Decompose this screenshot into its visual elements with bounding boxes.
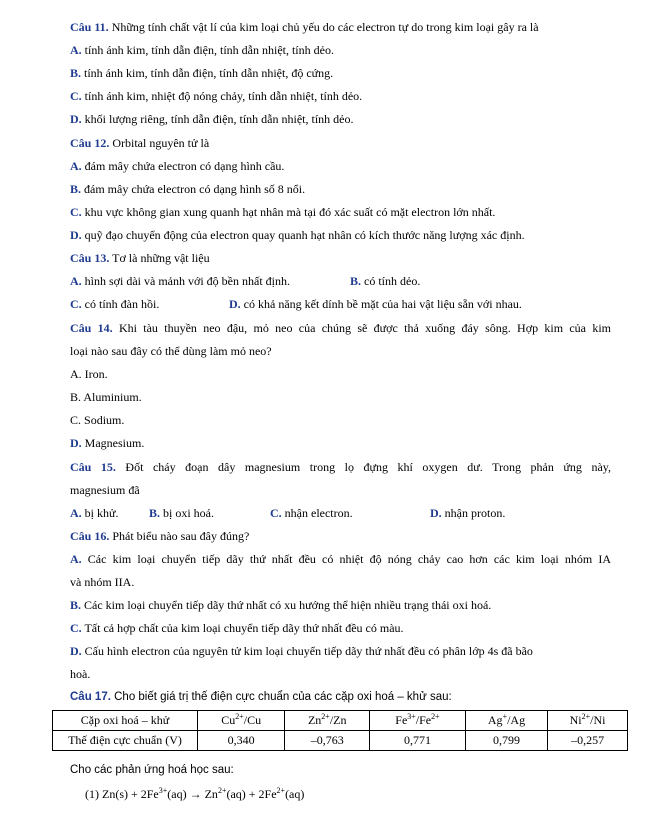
q14-option-b: B. Aluminium.: [70, 390, 142, 404]
q15-option-d: D. nhận proton.: [430, 506, 506, 520]
table-cell-value: 0,340: [198, 731, 285, 751]
q14-stem: Câu 14. Khi tàu thuyền neo đậu, mỏ neo của chúng sẽ được thả xuống đáy sông. Hợp kim của kim: [70, 321, 611, 335]
table-header-couple: Cặp oxi hoá – khử: [53, 711, 198, 731]
q12-option-c: C. khu vực không gian xung quanh hạt nhân mà tại đó xác suất có mặt electron lớn nhất.: [70, 205, 496, 219]
table-header-potential: Thế điện cực chuẩn (V): [53, 731, 198, 751]
q12-option-b: B. đám mây chứa electron có dạng hình số 8 nổi.: [70, 182, 306, 196]
q15-label: Câu 15.: [70, 460, 116, 474]
q12-label: Câu 12.: [70, 136, 110, 150]
q14-stem-cont: loại nào sau đây có thể dùng làm mỏ neo?: [70, 344, 272, 358]
table-cell-value: 0,771: [370, 731, 466, 751]
reactions-intro: Cho các phản ứng hoá học sau:: [70, 764, 234, 776]
q12-option-d: D. quỹ đạo chuyển động của electron quay quanh hạt nhân có kích thước năng lượng xác định.: [70, 228, 525, 242]
q14-option-d: D. Magnesium.: [70, 436, 145, 450]
q13-option-a: A. hình sợi dài và mảnh với độ bền nhất định.: [70, 274, 291, 288]
q16-option-c: C. Tất cả hợp chất của kim loại chuyển tiếp dãy thứ nhất đều có màu.: [70, 621, 404, 635]
table-cell-couple: Ag+/Ag: [465, 711, 547, 731]
q16-option-a: A. Các kim loại chuyển tiếp dãy thứ nhất đều có nhiệt độ nóng chảy cao hơn các kim loại nhóm IA: [70, 552, 611, 566]
q16-option-d-cont: hoà.: [70, 667, 91, 681]
q13-label: Câu 13.: [70, 251, 110, 265]
q15-stem-cont: magnesium đã: [70, 483, 140, 497]
q16-option-b: B. Các kim loại chuyển tiếp dãy thứ nhất có xu hướng thể hiện nhiều trạng thái oxi hoá.: [70, 598, 492, 612]
q16-option-a-cont: và nhóm IIA.: [70, 575, 135, 589]
table-row: [53, 731, 628, 751]
q15-option-b: B. bị oxi hoá.: [149, 506, 215, 520]
q17-stem: Câu 17. Cho biết giá trị thế điện cực chuẩn của các cặp oxi hoá – khử sau:: [70, 691, 452, 703]
table-cell-couple: $Ni^{2+}/Ni$: [548, 711, 628, 731]
q11-option-c: C. tính ánh kim, nhiệt độ nóng chảy, tính dẫn nhiệt, tính dẻo.: [70, 89, 363, 103]
q14-label: Câu 14.: [70, 321, 113, 335]
q15-option-c: C. nhận electron.: [270, 506, 353, 520]
q11-stem: Câu 11. Những tính chất vật lí của kim loại chủ yếu do các electron tự do trong kim loại gây ra là: [70, 20, 539, 34]
q16-option-d: D. Cấu hình electron của nguyên tử kim loại chuyển tiếp dãy thứ nhất đều có phân lớp 4s đã bão: [70, 644, 533, 658]
q13-option-c: C. có tính đàn hồi.: [70, 297, 160, 311]
q12-stem: Câu 12. Orbital nguyên tử là: [70, 136, 210, 150]
q11-option-b: B. tính ánh kim, tính dẫn điện, tính dẫn nhiệt, độ cứng.: [70, 66, 334, 80]
table-row: [53, 711, 628, 731]
q15-stem: Câu 15. Đốt cháy đoạn dây magnesium trong lọ đựng khí oxygen dư. Trong phản ứng này,: [70, 460, 612, 474]
reaction-1: (1) $Zn(s) + 2Fe^{3+}(aq) \to Zn^{2+}(aq) + 2Fe^{2+}(aq)$: [85, 786, 305, 801]
table-cell-value: –0,257: [548, 731, 628, 751]
table-cell-value: –0,763: [285, 731, 370, 751]
q13-option-d: D. có khả năng kết dính bề mặt của hai vật liệu sẵn với nhau.: [229, 297, 522, 311]
q11-option-a: A. tính ánh kim, tính dẫn điện, tính dẫn nhiệt, tính dẻo.: [70, 43, 334, 57]
q17-label: Câu 17.: [70, 691, 111, 703]
table-cell-couple: $Cu^{2+}/Cu$: [198, 711, 285, 731]
q13-option-b: B. có tính dẻo.: [350, 274, 421, 288]
q12-option-a: A. đám mây chứa electron có dạng hình cầu.: [70, 159, 285, 173]
table-cell-couple: $Zn^{2+}/Zn$: [285, 711, 370, 731]
q16-label: Câu 16.: [70, 529, 110, 543]
q11-label: Câu 11.: [70, 20, 109, 34]
q15-option-a: A. bị khử.: [70, 506, 119, 520]
potential-table: [52, 710, 628, 751]
q16-stem: Câu 16. Phát biểu nào sau đây đúng?: [70, 529, 250, 543]
table-cell-couple: $Fe^{3+}/Fe^{2+}$: [370, 711, 466, 731]
q14-option-c: C. Sodium.: [70, 413, 125, 427]
q11-option-d: D. khối lượng riêng, tính dẫn điện, tính dẫn nhiệt, tính dẻo.: [70, 112, 354, 126]
q14-option-a: A. Iron.: [70, 367, 108, 381]
q13-stem: Câu 13. Tơ là những vật liệu: [70, 251, 210, 265]
table-cell-value: 0,799: [465, 731, 547, 751]
